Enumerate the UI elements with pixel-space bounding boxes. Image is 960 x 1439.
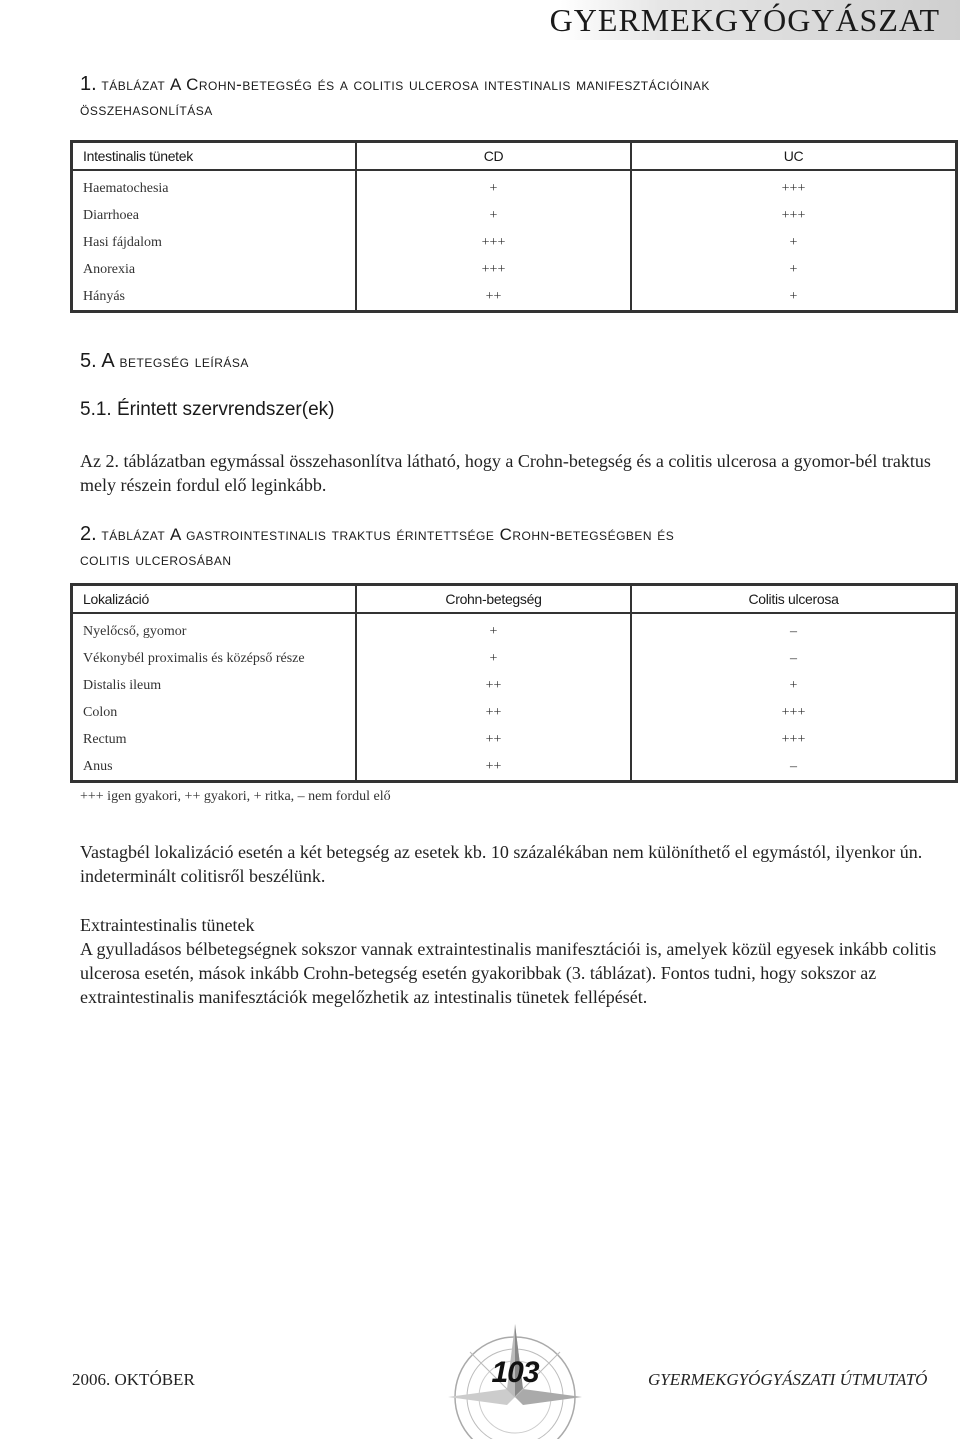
table1-header-cd: CD — [356, 142, 631, 171]
table1-header-uc: UC — [631, 142, 957, 171]
table1-header-symptom: Intestinalis tünetek — [72, 142, 357, 171]
table-row — [72, 170, 957, 202]
table-row — [72, 229, 957, 256]
table-cell: +++ — [631, 726, 957, 753]
section5-paragraph: Az 2. táblázatban egymással összehasonlítva látható, hogy a Crohn-betegség és a colitis ulcerosa a gyomor-bél traktus mely részein fordul elő leginkább. — [80, 451, 931, 495]
table-row — [72, 202, 957, 229]
table2-header-row — [72, 585, 957, 614]
table-row — [72, 699, 957, 726]
table1-caption-number: 1. — [80, 73, 97, 95]
table-row — [72, 753, 957, 782]
table-cell: + — [631, 256, 957, 283]
table-cell: Haematochesia — [83, 180, 169, 196]
subsection-title: 5.1. Érintett szervrendszer(ek) — [80, 399, 335, 420]
section5-title: betegség leírása — [119, 352, 249, 371]
table1-caption-title: A Crohn-betegség és a colitis ulcerosa intestinalis manifesztációinak — [169, 75, 710, 94]
table-cell: + — [356, 202, 631, 229]
table-cell: +++ — [356, 229, 631, 256]
table2 — [70, 583, 958, 783]
table2-header-uc: Colitis ulcerosa — [631, 585, 957, 614]
table-row — [72, 726, 957, 753]
table-cell: Hasi fájdalom — [83, 234, 162, 250]
table2-caption-line2: colitis ulcerosában — [80, 550, 232, 569]
table-cell: Anorexia — [83, 261, 136, 277]
table-cell: +++ — [631, 202, 957, 229]
table-cell: + — [631, 672, 957, 699]
table-cell: + — [356, 613, 631, 645]
table2-header-crohn: Crohn-betegség — [356, 585, 631, 614]
table-cell: + — [631, 283, 957, 312]
extraintestinal-paragraph: A gyulladásos bélbetegségnek sokszor vannak extraintestinalis manifesztációi is, amelyek közül egyesek inkább colitis ulcerosa esetén, mások inkább Crohn-betegség esetén gyakoribbak (3. táblázat). Fontos tudni, hogy sokszor az extraintestinalis manifesztációk megelőzhetik az intestinalis tünetek fellépését. — [80, 939, 937, 1007]
table-cell: Hányás — [83, 288, 125, 304]
table-cell: + — [356, 645, 631, 672]
table2-legend: +++ igen gyakori, ++ gyakori, + ritka, – nem fordul elő — [80, 789, 391, 804]
section5-number: 5. — [80, 350, 97, 372]
table1-caption-word: táblázat — [101, 75, 166, 94]
colon-paragraph: Vastagbél lokalizáció esetén a két betegség az esetek kb. 10 százalékában nem különíthető el egymástól, ilyenkor ún. indeterminált colitisről beszélünk. — [80, 842, 923, 886]
table-cell: Vékonybél proximalis és középső része — [83, 650, 305, 666]
section5-title-initial: A — [101, 350, 115, 372]
table-cell: ++ — [356, 283, 631, 312]
table-cell: +++ — [631, 699, 957, 726]
table-row — [72, 645, 957, 672]
page-number: 103 — [491, 1356, 539, 1389]
table-row — [72, 613, 957, 645]
footer-publication: GYERMEKGYÓGYÁSZATI ÚTMUTATÓ — [648, 1370, 928, 1389]
table1-caption — [80, 72, 950, 122]
table-cell: Colon — [83, 704, 118, 720]
footer-date: 2006. OKTÓBER — [72, 1370, 195, 1389]
table-cell: +++ — [356, 256, 631, 283]
table-cell: ++ — [356, 753, 631, 782]
table2-caption-word: táblázat — [101, 525, 166, 544]
table1-caption-line2: összehasonlítása — [80, 100, 213, 119]
section5-heading — [80, 350, 249, 373]
table-cell: ++ — [356, 699, 631, 726]
table-row — [72, 283, 957, 312]
table-cell: Rectum — [83, 731, 127, 747]
table1 — [70, 140, 958, 313]
table-cell: Diarrhoea — [83, 207, 139, 223]
header-bar — [549, 0, 960, 40]
journal-title: GYERMEKGYÓGYÁSZAT — [549, 2, 940, 38]
table-cell: – — [631, 645, 957, 672]
table-cell: – — [631, 613, 957, 645]
table1-header-row — [72, 142, 957, 171]
table2-caption — [80, 522, 950, 572]
table2-header-location: Lokalizáció — [72, 585, 357, 614]
table-cell: ++ — [356, 672, 631, 699]
table-cell: – — [631, 753, 957, 782]
table2-caption-title: A gastrointestinalis traktus érintettsége Crohn-betegségben és — [169, 525, 675, 544]
extraintestinal-title: Extraintestinalis tünetek — [80, 915, 255, 935]
table-cell: ++ — [356, 726, 631, 753]
table-cell: +++ — [631, 170, 957, 202]
table-row — [72, 672, 957, 699]
table2-caption-number: 2. — [80, 523, 97, 545]
table-cell: + — [356, 170, 631, 202]
table-row — [72, 256, 957, 283]
table-cell: Distalis ileum — [83, 677, 162, 693]
table-cell: Anus — [83, 758, 113, 774]
table-cell: + — [631, 229, 957, 256]
table-cell: Nyelőcső, gyomor — [83, 623, 187, 639]
